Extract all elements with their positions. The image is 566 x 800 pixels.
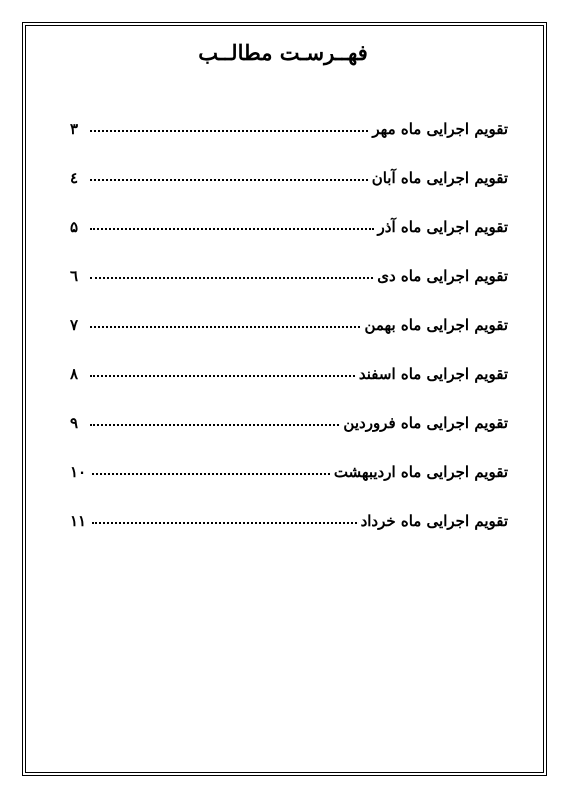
toc-entry[interactable] (70, 304, 508, 353)
toc-entry-page: ۳ (70, 120, 79, 138)
leader-dots (90, 375, 355, 377)
toc-entry-label: تقویم اجرایی ماه اسفند (358, 365, 508, 383)
page-title: فهــرسـت مطالــب (198, 40, 368, 65)
toc-entry-label: تقویم اجرایی ماه آذر (377, 218, 508, 236)
toc-entry-page: ۱۱ (70, 512, 87, 530)
leader-dots (90, 179, 368, 181)
toc-entry-label: تقویم اجرایی ماه فروردین (343, 414, 508, 432)
toc-entry-label: تقویم اجرایی ماه خرداد (360, 512, 508, 530)
toc-entry[interactable] (70, 500, 508, 549)
toc-entry-page: ٤ (70, 169, 79, 187)
toc-entry-page: ۱۰ (70, 463, 87, 481)
toc-entry[interactable] (70, 206, 508, 255)
leader-dots (90, 130, 368, 132)
toc-entry[interactable] (70, 108, 508, 157)
toc-entry[interactable] (70, 451, 508, 500)
toc-entry-label: تقویم اجرایی ماه دی (377, 267, 508, 285)
table-of-contents (70, 108, 508, 549)
leader-dots (90, 277, 373, 279)
toc-entry[interactable] (70, 255, 508, 304)
toc-entry-page: ۹ (70, 414, 79, 432)
toc-entry-page: ۷ (70, 316, 79, 334)
toc-entry[interactable] (70, 353, 508, 402)
leader-dots (90, 228, 374, 230)
toc-entry-label: تقویم اجرایی ماه آبان (371, 169, 508, 187)
toc-entry-page: ۵ (70, 218, 79, 236)
leader-dots (92, 473, 330, 475)
toc-entry-page: ٦ (70, 267, 79, 285)
leader-dots (90, 424, 339, 426)
toc-entry-page: ۸ (70, 365, 79, 383)
toc-entry-label: تقویم اجرایی ماه مهر (372, 120, 508, 138)
leader-dots (92, 522, 356, 524)
toc-entry-label: تقویم اجرایی ماه اردیبهشت (333, 463, 508, 481)
leader-dots (90, 326, 360, 328)
toc-entry-label: تقویم اجرایی ماه بهمن (364, 316, 508, 334)
toc-entry[interactable] (70, 157, 508, 206)
toc-entry[interactable] (70, 402, 508, 451)
